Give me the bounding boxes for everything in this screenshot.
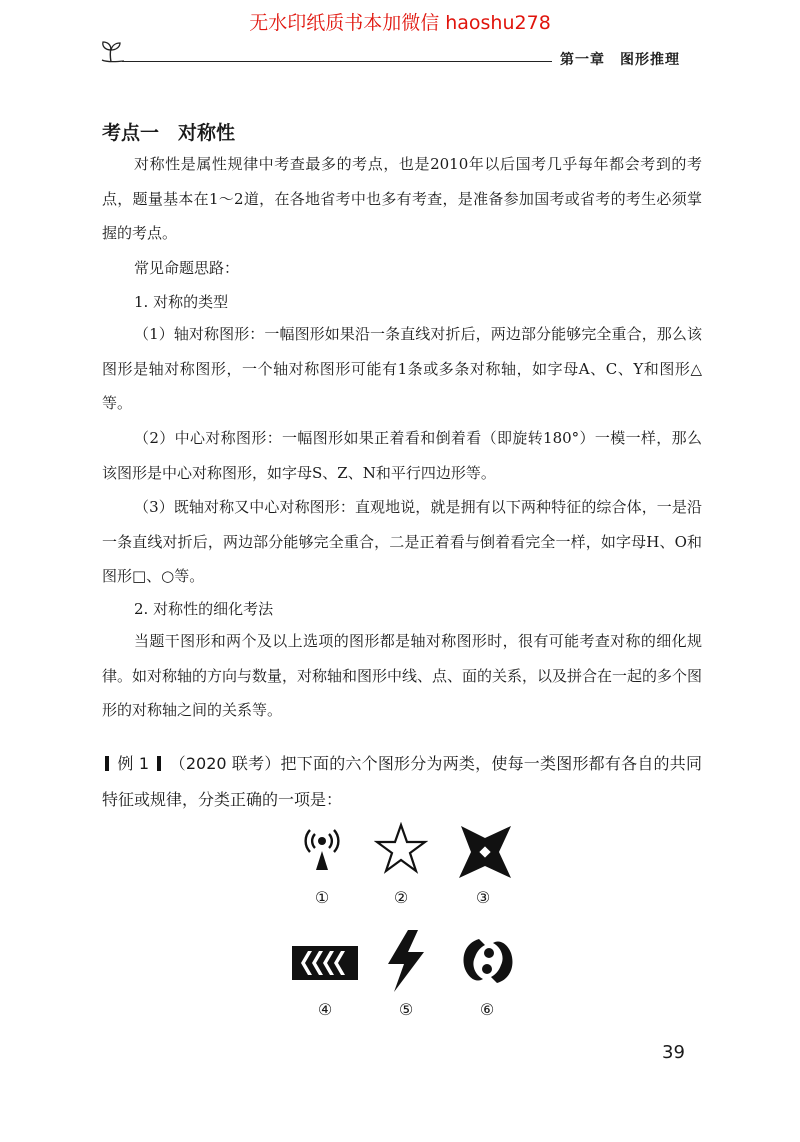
figure-label-3: ③ <box>475 888 491 907</box>
chevron-bar-icon <box>292 946 358 980</box>
figure-label-6: ⑥ <box>479 1000 495 1019</box>
star-outline-icon <box>374 822 428 876</box>
common-heading: 常见命题思路： <box>134 259 240 277</box>
header-rule <box>122 61 552 62</box>
example-question <box>102 746 702 818</box>
lightning-icon <box>384 930 428 992</box>
example-text: （2020 联考）把下面的六个图形分为两类，使每一类图形都有各自的共同特征或规律，分类正确的一项是： <box>102 754 702 809</box>
example-bar-right <box>157 756 161 771</box>
example-label: 例 1 <box>117 754 150 773</box>
axial-symmetry-paragraph: （1）轴对称图形：一幅图形如果沿一条直线对折后，两边部分能够完全重合，那么该图形是轴对称图形，一个轴对称图形可能有1条或多条对称轴，如字母A、C、Y和图形△等。 <box>102 325 702 412</box>
subsection-2-heading: 2. 对称性的细化考法 <box>134 600 274 618</box>
figure-label-1: ① <box>314 888 330 907</box>
yin-yang-icon <box>459 935 517 987</box>
section-title: 考点一 对称性 <box>102 122 236 144</box>
detail-paragraph: 当题干图形和两个及以上选项的图形都是轴对称图形时，很有可能考查对称的细化规律。如对称轴的方向与数量，对称轴和图形中线、点、面的关系，以及拼合在一起的多个图形的对称轴之间的关系等。 <box>102 632 703 719</box>
both-symmetry-paragraph: （3）既轴对称又中心对称图形：直观地说，就是拥有以下两种特征的综合体，一是沿一条直线对折后，两边部分能够完全重合，二是正着看与倒着看完全一样，如字母H、O和图形□、○等。 <box>102 498 702 585</box>
intro-paragraph: 对称性是属性规律中考查最多的考点，也是2010年以后国考几乎每年都会考到的考点，题量基本在1～2道，在各地省考中也多有考查，是准备参加国考或省考的考生必须掌握的考点。 <box>102 155 702 242</box>
page-number: 39 <box>662 1042 685 1063</box>
figure-label-5: ⑤ <box>398 1000 414 1019</box>
sprout-icon <box>98 38 124 64</box>
chapter-header: 第一章 图形推理 <box>560 52 680 68</box>
subsection-1-heading: 1. 对称的类型 <box>134 293 229 311</box>
figure-label-2: ② <box>393 888 409 907</box>
example-bar-left <box>105 756 109 771</box>
pinwheel-icon <box>455 822 515 882</box>
central-symmetry-paragraph: （2）中心对称图形：一幅图形如果正着看和倒着看（即旋转180°）一模一样，那么该图形是中心对称图形，如字母S、Z、N和平行四边形等。 <box>102 429 702 482</box>
signal-tower-icon <box>296 826 348 872</box>
watermark-text: 无水印纸质书本加微信 haoshu278 <box>249 12 551 34</box>
figure-label-4: ④ <box>317 1000 333 1019</box>
